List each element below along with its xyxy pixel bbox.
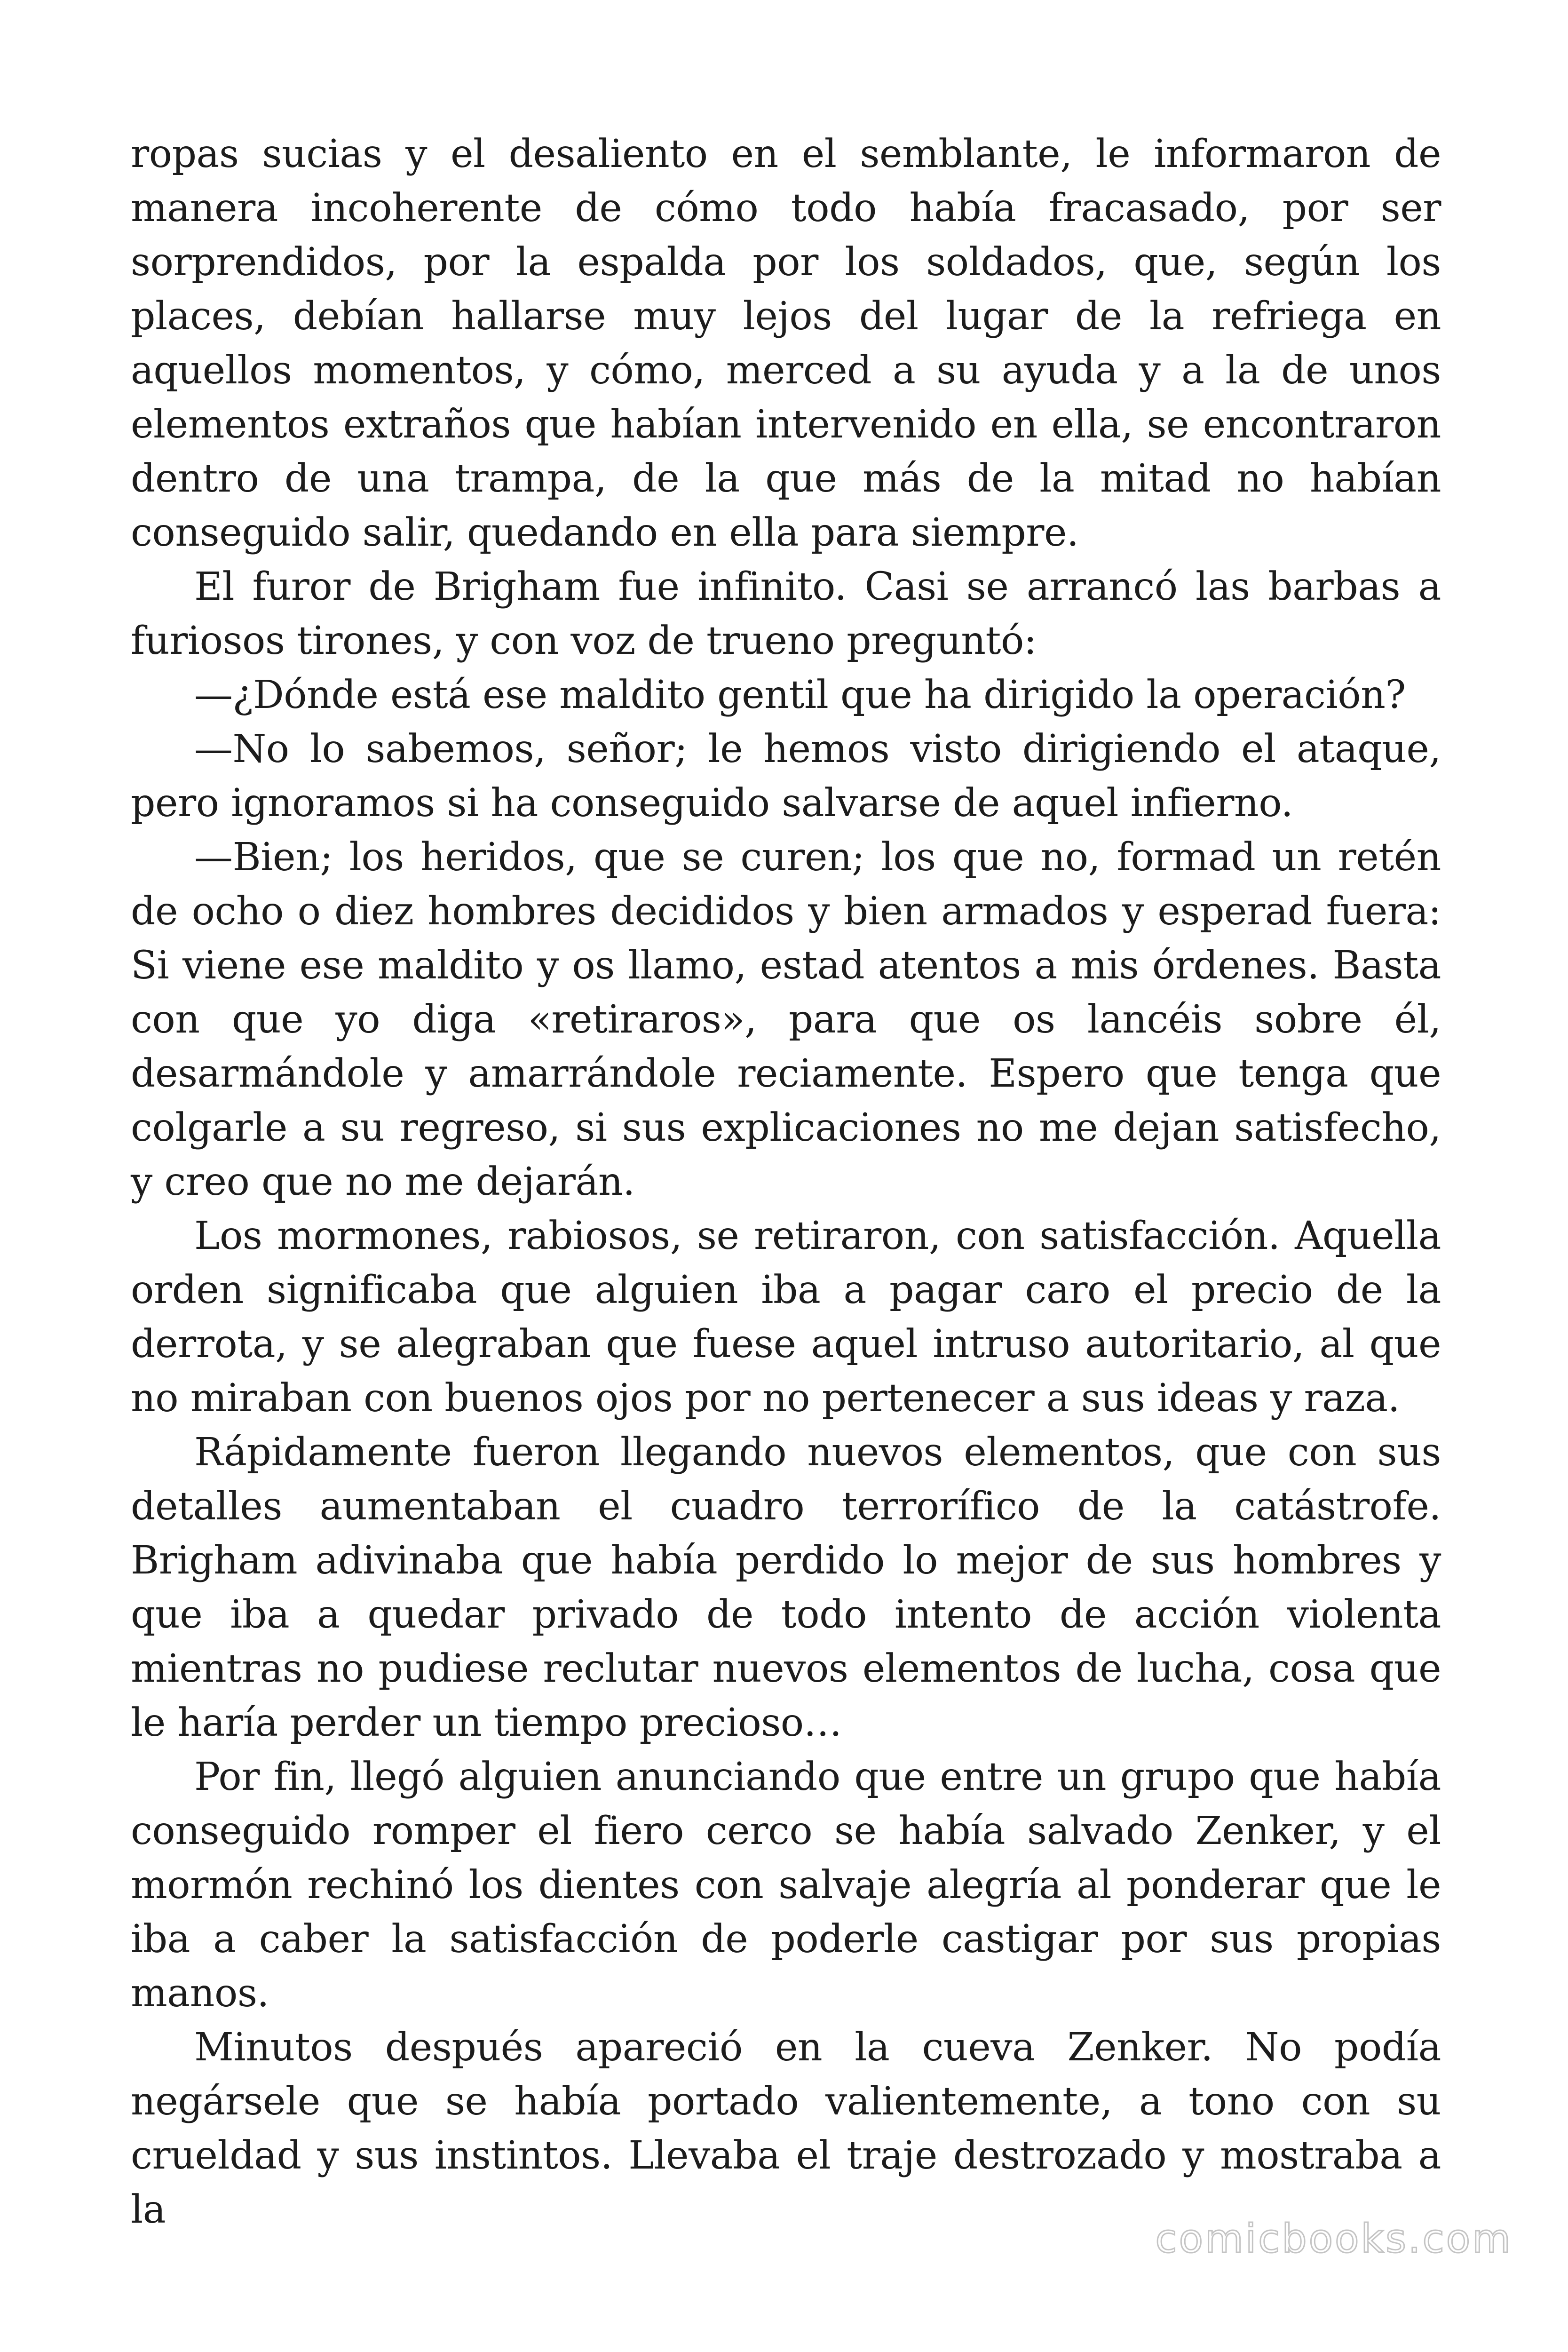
paragraph: Minutos después apareció en la cueva Zenker. No podía negársele que se había portado valientemente, a tono con su crueldad y sus instintos. Llevaba el traje destrozado y mostraba a la: [131, 2025, 1441, 2232]
dialogue-paragraph: —No lo sabemos, señor; le hemos visto dirigiendo el ataque, pero ignoramos si ha conseguido salvarse de aquel infierno.: [131, 727, 1441, 826]
paragraph: Por fin, llegó alguien anunciando que entre un grupo que había conseguido romper el fiero cerco se había salvado Zenker, y el mormón rechinó los dientes con salvaje alegría al ponderar que le iba a caber la satisfacción de poderle castigar por sus propias manos.: [131, 1755, 1441, 2016]
dialogue-paragraph: —¿Dónde está ese maldito gentil que ha dirigido la operación?: [194, 673, 1406, 717]
dialogue-paragraph: —Bien; los heridos, que se curen; los que no, formad un retén de ocho o diez hombres decididos y bien armados y esperad fuera: Si viene ese maldito y os llamo, estad atentos a mis órdenes. Basta con que yo diga «retiraros», para que os lancéis sobre él, desarmándole y amarrándole reciamente. Espero que tenga que colgarle a su regreso, si sus explicaciones no me dejan satisfecho, y creo que no me dejarán.: [131, 835, 1441, 1204]
book-page-text: [131, 127, 1441, 2237]
paragraph: Rápidamente fueron llegando nuevos elementos, que con sus detalles aumentaban el cuadro terrorífico de la catástrofe. Brigham adivinaba que había perdido lo mejor de sus hombres y que iba a quedar privado de todo intento de acción violenta mientras no pudiese reclutar nuevos elementos de lucha, cosa que le haría perder un tiempo precioso…: [131, 1430, 1441, 1745]
paragraph: Los mormones, rabiosos, se retiraron, con satisfacción. Aquella orden significaba que alguien iba a pagar caro el precio de la derrota, y se alegraban que fuese aquel intruso autoritario, al que no miraban con buenos ojos por no pertenecer a sus ideas y raza.: [131, 1214, 1441, 1421]
paragraph: El furor de Brigham fue infinito. Casi se arrancó las barbas a furiosos tirones, y con voz de trueno preguntó:: [131, 564, 1441, 663]
paragraph-continuation: ropas sucias y el desaliento en el semblante, le informaron de manera incoherente de cómo todo había fracasado, por ser sorprendidos, por la espalda por los soldados, que, según los places, debían hallarse muy lejos del lugar de la refriega en aquellos momentos, y cómo, merced a su ayuda y a la de unos elementos extraños que habían intervenido en ella, se encontraron dentro de una trampa, de la que más de la mitad no habían conseguido salir, quedando en ella para siempre.: [131, 132, 1441, 555]
site-watermark: comicbooks.com: [1155, 2216, 1513, 2262]
